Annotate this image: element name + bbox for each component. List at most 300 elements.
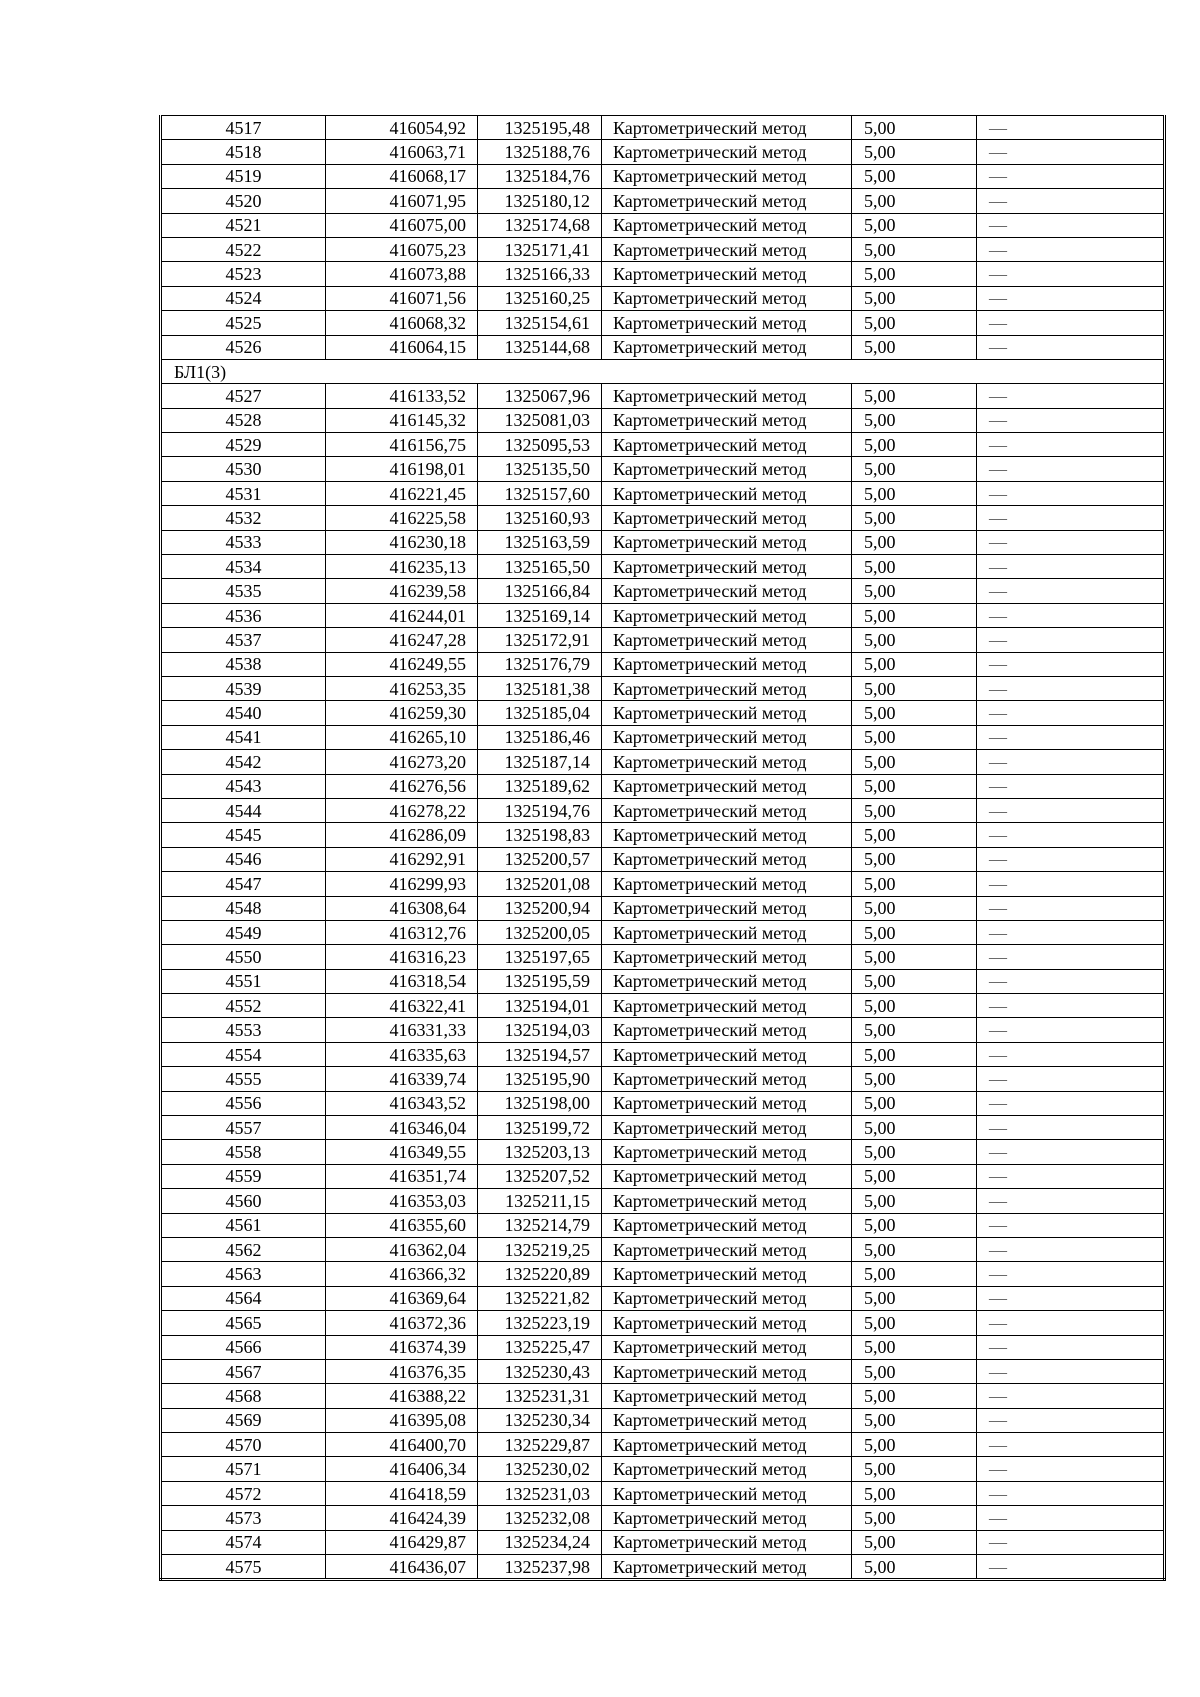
accuracy-cell: 5,00 bbox=[852, 1213, 977, 1237]
method-cell: Картометрический метод bbox=[602, 676, 852, 700]
table-row bbox=[161, 847, 1165, 871]
method-cell: Картометрический метод bbox=[602, 384, 852, 408]
x-coordinate-cell: 416406,34 bbox=[326, 1457, 478, 1481]
y-coordinate-cell: 1325197,65 bbox=[478, 945, 602, 969]
accuracy-cell: 5,00 bbox=[852, 457, 977, 481]
method-cell: Картометрический метод bbox=[602, 994, 852, 1018]
x-coordinate-cell: 416235,13 bbox=[326, 555, 478, 579]
y-coordinate-cell: 1325200,05 bbox=[478, 920, 602, 944]
y-coordinate-cell: 1325230,43 bbox=[478, 1359, 602, 1383]
method-cell: Картометрический метод bbox=[602, 872, 852, 896]
x-coordinate-cell: 416369,64 bbox=[326, 1286, 478, 1310]
accuracy-cell: 5,00 bbox=[852, 774, 977, 798]
x-coordinate-cell: 416372,36 bbox=[326, 1311, 478, 1335]
point-number-cell: 4546 bbox=[161, 847, 326, 871]
y-coordinate-cell: 1325095,53 bbox=[478, 433, 602, 457]
table-row bbox=[161, 1213, 1165, 1237]
accuracy-cell: 5,00 bbox=[852, 408, 977, 432]
x-coordinate-cell: 416259,30 bbox=[326, 701, 478, 725]
accuracy-cell: 5,00 bbox=[852, 969, 977, 993]
point-number-cell: 4553 bbox=[161, 1018, 326, 1042]
method-cell: Картометрический метод bbox=[602, 335, 852, 359]
x-coordinate-cell: 416253,35 bbox=[326, 676, 478, 700]
table-row bbox=[161, 1555, 1165, 1580]
point-number-cell: 4524 bbox=[161, 286, 326, 310]
table-row bbox=[161, 286, 1165, 310]
description-cell: — bbox=[977, 1164, 1165, 1188]
description-cell: — bbox=[977, 140, 1165, 164]
accuracy-cell: 5,00 bbox=[852, 676, 977, 700]
x-coordinate-cell: 416318,54 bbox=[326, 969, 478, 993]
accuracy-cell: 5,00 bbox=[852, 1384, 977, 1408]
y-coordinate-cell: 1325200,57 bbox=[478, 847, 602, 871]
table-row bbox=[161, 579, 1165, 603]
y-coordinate-cell: 1325180,12 bbox=[478, 189, 602, 213]
description-cell: — bbox=[977, 1335, 1165, 1359]
x-coordinate-cell: 416063,71 bbox=[326, 140, 478, 164]
table-row bbox=[161, 1384, 1165, 1408]
x-coordinate-cell: 416286,09 bbox=[326, 823, 478, 847]
accuracy-cell: 5,00 bbox=[852, 994, 977, 1018]
description-cell: — bbox=[977, 1213, 1165, 1237]
accuracy-cell: 5,00 bbox=[852, 701, 977, 725]
x-coordinate-cell: 416265,10 bbox=[326, 725, 478, 749]
method-cell: Картометрический метод bbox=[602, 1335, 852, 1359]
description-cell: — bbox=[977, 823, 1165, 847]
y-coordinate-cell: 1325219,25 bbox=[478, 1237, 602, 1261]
y-coordinate-cell: 1325185,04 bbox=[478, 701, 602, 725]
point-number-cell: 4535 bbox=[161, 579, 326, 603]
description-cell: — bbox=[977, 872, 1165, 896]
y-coordinate-cell: 1325198,83 bbox=[478, 823, 602, 847]
x-coordinate-cell: 416198,01 bbox=[326, 457, 478, 481]
y-coordinate-cell: 1325225,47 bbox=[478, 1335, 602, 1359]
x-coordinate-cell: 416395,08 bbox=[326, 1408, 478, 1432]
y-coordinate-cell: 1325194,57 bbox=[478, 1042, 602, 1066]
point-number-cell: 4523 bbox=[161, 262, 326, 286]
method-cell: Картометрический метод bbox=[602, 1359, 852, 1383]
table-row bbox=[161, 189, 1165, 213]
accuracy-cell: 5,00 bbox=[852, 603, 977, 627]
x-coordinate-cell: 416071,56 bbox=[326, 286, 478, 310]
x-coordinate-cell: 416322,41 bbox=[326, 994, 478, 1018]
x-coordinate-cell: 416054,92 bbox=[326, 116, 478, 140]
table-row bbox=[161, 1262, 1165, 1286]
table-row bbox=[161, 1506, 1165, 1530]
x-coordinate-cell: 416366,32 bbox=[326, 1262, 478, 1286]
section-label: БЛ1(3) bbox=[161, 359, 1165, 383]
y-coordinate-cell: 1325201,08 bbox=[478, 872, 602, 896]
description-cell: — bbox=[977, 1262, 1165, 1286]
x-coordinate-cell: 416349,55 bbox=[326, 1140, 478, 1164]
accuracy-cell: 5,00 bbox=[852, 1237, 977, 1261]
description-cell: — bbox=[977, 652, 1165, 676]
accuracy-cell: 5,00 bbox=[852, 1018, 977, 1042]
method-cell: Картометрический метод bbox=[602, 628, 852, 652]
y-coordinate-cell: 1325181,38 bbox=[478, 676, 602, 700]
description-cell: — bbox=[977, 750, 1165, 774]
x-coordinate-cell: 416346,04 bbox=[326, 1116, 478, 1140]
description-cell: — bbox=[977, 1042, 1165, 1066]
table-row bbox=[161, 652, 1165, 676]
description-cell: — bbox=[977, 116, 1165, 140]
method-cell: Картометрический метод bbox=[602, 555, 852, 579]
accuracy-cell: 5,00 bbox=[852, 384, 977, 408]
description-cell: — bbox=[977, 1140, 1165, 1164]
table-row bbox=[161, 555, 1165, 579]
y-coordinate-cell: 1325188,76 bbox=[478, 140, 602, 164]
method-cell: Картометрический метод bbox=[602, 189, 852, 213]
table-row bbox=[161, 628, 1165, 652]
accuracy-cell: 5,00 bbox=[852, 335, 977, 359]
method-cell: Картометрический метод bbox=[602, 579, 852, 603]
point-number-cell: 4570 bbox=[161, 1433, 326, 1457]
x-coordinate-cell: 416418,59 bbox=[326, 1481, 478, 1505]
y-coordinate-cell: 1325214,79 bbox=[478, 1213, 602, 1237]
method-cell: Картометрический метод bbox=[602, 1457, 852, 1481]
accuracy-cell: 5,00 bbox=[852, 872, 977, 896]
coordinates-table-body bbox=[161, 116, 1165, 1580]
method-cell: Картометрический метод bbox=[602, 311, 852, 335]
method-cell: Картометрический метод bbox=[602, 896, 852, 920]
method-cell: Картометрический метод bbox=[602, 847, 852, 871]
accuracy-cell: 5,00 bbox=[852, 1311, 977, 1335]
y-coordinate-cell: 1325234,24 bbox=[478, 1530, 602, 1554]
method-cell: Картометрический метод bbox=[602, 1237, 852, 1261]
point-number-cell: 4548 bbox=[161, 896, 326, 920]
point-number-cell: 4527 bbox=[161, 384, 326, 408]
y-coordinate-cell: 1325230,02 bbox=[478, 1457, 602, 1481]
point-number-cell: 4561 bbox=[161, 1213, 326, 1237]
table-row bbox=[161, 1237, 1165, 1261]
accuracy-cell: 5,00 bbox=[852, 896, 977, 920]
y-coordinate-cell: 1325220,89 bbox=[478, 1262, 602, 1286]
table-row bbox=[161, 994, 1165, 1018]
table-row bbox=[161, 1530, 1165, 1554]
description-cell: — bbox=[977, 701, 1165, 725]
table-row bbox=[161, 530, 1165, 554]
method-cell: Картометрический метод bbox=[602, 1067, 852, 1091]
accuracy-cell: 5,00 bbox=[852, 481, 977, 505]
accuracy-cell: 5,00 bbox=[852, 1335, 977, 1359]
method-cell: Картометрический метод bbox=[602, 481, 852, 505]
point-number-cell: 4563 bbox=[161, 1262, 326, 1286]
section-header-row bbox=[161, 359, 1165, 383]
description-cell: — bbox=[977, 579, 1165, 603]
description-cell: — bbox=[977, 237, 1165, 261]
method-cell: Картометрический метод bbox=[602, 116, 852, 140]
description-cell: — bbox=[977, 725, 1165, 749]
accuracy-cell: 5,00 bbox=[852, 189, 977, 213]
method-cell: Картометрический метод bbox=[602, 286, 852, 310]
x-coordinate-cell: 416244,01 bbox=[326, 603, 478, 627]
point-number-cell: 4519 bbox=[161, 164, 326, 188]
table-row bbox=[161, 457, 1165, 481]
y-coordinate-cell: 1325184,76 bbox=[478, 164, 602, 188]
accuracy-cell: 5,00 bbox=[852, 1262, 977, 1286]
table-row bbox=[161, 1457, 1165, 1481]
method-cell: Картометрический метод bbox=[602, 433, 852, 457]
y-coordinate-cell: 1325187,14 bbox=[478, 750, 602, 774]
y-coordinate-cell: 1325174,68 bbox=[478, 213, 602, 237]
method-cell: Картометрический метод bbox=[602, 1433, 852, 1457]
x-coordinate-cell: 416278,22 bbox=[326, 798, 478, 822]
point-number-cell: 4572 bbox=[161, 1481, 326, 1505]
method-cell: Картометрический метод bbox=[602, 1042, 852, 1066]
point-number-cell: 4557 bbox=[161, 1116, 326, 1140]
point-number-cell: 4529 bbox=[161, 433, 326, 457]
x-coordinate-cell: 416388,22 bbox=[326, 1384, 478, 1408]
y-coordinate-cell: 1325200,94 bbox=[478, 896, 602, 920]
accuracy-cell: 5,00 bbox=[852, 1555, 977, 1580]
accuracy-cell: 5,00 bbox=[852, 1506, 977, 1530]
x-coordinate-cell: 416276,56 bbox=[326, 774, 478, 798]
table-row bbox=[161, 1189, 1165, 1213]
description-cell: — bbox=[977, 1116, 1165, 1140]
y-coordinate-cell: 1325171,41 bbox=[478, 237, 602, 261]
point-number-cell: 4522 bbox=[161, 237, 326, 261]
point-number-cell: 4542 bbox=[161, 750, 326, 774]
x-coordinate-cell: 416068,32 bbox=[326, 311, 478, 335]
accuracy-cell: 5,00 bbox=[852, 1091, 977, 1115]
description-cell: — bbox=[977, 1286, 1165, 1310]
description-cell: — bbox=[977, 628, 1165, 652]
x-coordinate-cell: 416064,15 bbox=[326, 335, 478, 359]
accuracy-cell: 5,00 bbox=[852, 164, 977, 188]
method-cell: Картометрический метод bbox=[602, 1481, 852, 1505]
x-coordinate-cell: 416424,39 bbox=[326, 1506, 478, 1530]
point-number-cell: 4526 bbox=[161, 335, 326, 359]
point-number-cell: 4521 bbox=[161, 213, 326, 237]
table-row bbox=[161, 774, 1165, 798]
accuracy-cell: 5,00 bbox=[852, 920, 977, 944]
method-cell: Картометрический метод bbox=[602, 1384, 852, 1408]
description-cell: — bbox=[977, 530, 1165, 554]
y-coordinate-cell: 1325154,61 bbox=[478, 311, 602, 335]
accuracy-cell: 5,00 bbox=[852, 1116, 977, 1140]
table-row bbox=[161, 116, 1165, 140]
table-row bbox=[161, 1408, 1165, 1432]
point-number-cell: 4530 bbox=[161, 457, 326, 481]
accuracy-cell: 5,00 bbox=[852, 847, 977, 871]
x-coordinate-cell: 416292,91 bbox=[326, 847, 478, 871]
accuracy-cell: 5,00 bbox=[852, 628, 977, 652]
description-cell: — bbox=[977, 847, 1165, 871]
table-row bbox=[161, 433, 1165, 457]
x-coordinate-cell: 416068,17 bbox=[326, 164, 478, 188]
table-row bbox=[161, 384, 1165, 408]
table-row bbox=[161, 1140, 1165, 1164]
description-cell: — bbox=[977, 384, 1165, 408]
description-cell: — bbox=[977, 1433, 1165, 1457]
point-number-cell: 4544 bbox=[161, 798, 326, 822]
table-row bbox=[161, 335, 1165, 359]
method-cell: Картометрический метод bbox=[602, 750, 852, 774]
description-cell: — bbox=[977, 920, 1165, 944]
accuracy-cell: 5,00 bbox=[852, 750, 977, 774]
y-coordinate-cell: 1325166,33 bbox=[478, 262, 602, 286]
method-cell: Картометрический метод bbox=[602, 1530, 852, 1554]
description-cell: — bbox=[977, 1237, 1165, 1261]
accuracy-cell: 5,00 bbox=[852, 1286, 977, 1310]
accuracy-cell: 5,00 bbox=[852, 140, 977, 164]
table-row bbox=[161, 1286, 1165, 1310]
point-number-cell: 4541 bbox=[161, 725, 326, 749]
x-coordinate-cell: 416239,58 bbox=[326, 579, 478, 603]
x-coordinate-cell: 416362,04 bbox=[326, 1237, 478, 1261]
point-number-cell: 4551 bbox=[161, 969, 326, 993]
method-cell: Картометрический метод bbox=[602, 1262, 852, 1286]
y-coordinate-cell: 1325163,59 bbox=[478, 530, 602, 554]
point-number-cell: 4554 bbox=[161, 1042, 326, 1066]
description-cell: — bbox=[977, 164, 1165, 188]
description-cell: — bbox=[977, 1359, 1165, 1383]
method-cell: Картометрический метод bbox=[602, 1116, 852, 1140]
table-row bbox=[161, 969, 1165, 993]
method-cell: Картометрический метод bbox=[602, 506, 852, 530]
accuracy-cell: 5,00 bbox=[852, 262, 977, 286]
y-coordinate-cell: 1325166,84 bbox=[478, 579, 602, 603]
description-cell: — bbox=[977, 1506, 1165, 1530]
point-number-cell: 4575 bbox=[161, 1555, 326, 1580]
point-number-cell: 4564 bbox=[161, 1286, 326, 1310]
y-coordinate-cell: 1325221,82 bbox=[478, 1286, 602, 1310]
accuracy-cell: 5,00 bbox=[852, 116, 977, 140]
point-number-cell: 4568 bbox=[161, 1384, 326, 1408]
table-row bbox=[161, 1311, 1165, 1335]
point-number-cell: 4534 bbox=[161, 555, 326, 579]
method-cell: Картометрический метод bbox=[602, 945, 852, 969]
point-number-cell: 4562 bbox=[161, 1237, 326, 1261]
y-coordinate-cell: 1325231,31 bbox=[478, 1384, 602, 1408]
table-row bbox=[161, 896, 1165, 920]
y-coordinate-cell: 1325067,96 bbox=[478, 384, 602, 408]
point-number-cell: 4574 bbox=[161, 1530, 326, 1554]
y-coordinate-cell: 1325203,13 bbox=[478, 1140, 602, 1164]
description-cell: — bbox=[977, 457, 1165, 481]
description-cell: — bbox=[977, 555, 1165, 579]
point-number-cell: 4556 bbox=[161, 1091, 326, 1115]
table-row bbox=[161, 676, 1165, 700]
y-coordinate-cell: 1325229,87 bbox=[478, 1433, 602, 1457]
accuracy-cell: 5,00 bbox=[852, 1042, 977, 1066]
accuracy-cell: 5,00 bbox=[852, 1457, 977, 1481]
x-coordinate-cell: 416400,70 bbox=[326, 1433, 478, 1457]
method-cell: Картометрический метод bbox=[602, 701, 852, 725]
description-cell: — bbox=[977, 774, 1165, 798]
x-coordinate-cell: 416436,07 bbox=[326, 1555, 478, 1580]
accuracy-cell: 5,00 bbox=[852, 1140, 977, 1164]
description-cell: — bbox=[977, 1457, 1165, 1481]
table-row bbox=[161, 725, 1165, 749]
description-cell: — bbox=[977, 1530, 1165, 1554]
method-cell: Картометрический метод bbox=[602, 1140, 852, 1164]
description-cell: — bbox=[977, 603, 1165, 627]
description-cell: — bbox=[977, 189, 1165, 213]
y-coordinate-cell: 1325160,93 bbox=[478, 506, 602, 530]
table-row bbox=[161, 140, 1165, 164]
x-coordinate-cell: 416312,76 bbox=[326, 920, 478, 944]
x-coordinate-cell: 416353,03 bbox=[326, 1189, 478, 1213]
y-coordinate-cell: 1325198,00 bbox=[478, 1091, 602, 1115]
description-cell: — bbox=[977, 433, 1165, 457]
description-cell: — bbox=[977, 1311, 1165, 1335]
y-coordinate-cell: 1325195,90 bbox=[478, 1067, 602, 1091]
y-coordinate-cell: 1325165,50 bbox=[478, 555, 602, 579]
table-row bbox=[161, 603, 1165, 627]
point-number-cell: 4559 bbox=[161, 1164, 326, 1188]
method-cell: Картометрический метод bbox=[602, 1311, 852, 1335]
point-number-cell: 4549 bbox=[161, 920, 326, 944]
x-coordinate-cell: 416156,75 bbox=[326, 433, 478, 457]
method-cell: Картометрический метод bbox=[602, 1555, 852, 1580]
x-coordinate-cell: 416343,52 bbox=[326, 1091, 478, 1115]
accuracy-cell: 5,00 bbox=[852, 1481, 977, 1505]
table-row bbox=[161, 237, 1165, 261]
description-cell: — bbox=[977, 969, 1165, 993]
accuracy-cell: 5,00 bbox=[852, 237, 977, 261]
x-coordinate-cell: 416429,87 bbox=[326, 1530, 478, 1554]
x-coordinate-cell: 416273,20 bbox=[326, 750, 478, 774]
method-cell: Картометрический метод bbox=[602, 530, 852, 554]
table-row bbox=[161, 945, 1165, 969]
method-cell: Картометрический метод bbox=[602, 164, 852, 188]
method-cell: Картометрический метод bbox=[602, 774, 852, 798]
y-coordinate-cell: 1325160,25 bbox=[478, 286, 602, 310]
method-cell: Картометрический метод bbox=[602, 237, 852, 261]
y-coordinate-cell: 1325195,59 bbox=[478, 969, 602, 993]
method-cell: Картометрический метод bbox=[602, 1018, 852, 1042]
point-number-cell: 4520 bbox=[161, 189, 326, 213]
table-row bbox=[161, 920, 1165, 944]
table-row bbox=[161, 1116, 1165, 1140]
x-coordinate-cell: 416075,00 bbox=[326, 213, 478, 237]
y-coordinate-cell: 1325231,03 bbox=[478, 1481, 602, 1505]
y-coordinate-cell: 1325237,98 bbox=[478, 1555, 602, 1580]
description-cell: — bbox=[977, 286, 1165, 310]
accuracy-cell: 5,00 bbox=[852, 1359, 977, 1383]
x-coordinate-cell: 416145,32 bbox=[326, 408, 478, 432]
x-coordinate-cell: 416075,23 bbox=[326, 237, 478, 261]
x-coordinate-cell: 416225,58 bbox=[326, 506, 478, 530]
y-coordinate-cell: 1325135,50 bbox=[478, 457, 602, 481]
y-coordinate-cell: 1325144,68 bbox=[478, 335, 602, 359]
point-number-cell: 4531 bbox=[161, 481, 326, 505]
method-cell: Картометрический метод bbox=[602, 408, 852, 432]
accuracy-cell: 5,00 bbox=[852, 555, 977, 579]
y-coordinate-cell: 1325211,15 bbox=[478, 1189, 602, 1213]
x-coordinate-cell: 416376,35 bbox=[326, 1359, 478, 1383]
point-number-cell: 4517 bbox=[161, 116, 326, 140]
description-cell: — bbox=[977, 1555, 1165, 1580]
table-row bbox=[161, 164, 1165, 188]
point-number-cell: 4536 bbox=[161, 603, 326, 627]
method-cell: Картометрический метод bbox=[602, 457, 852, 481]
y-coordinate-cell: 1325081,03 bbox=[478, 408, 602, 432]
table-row bbox=[161, 1091, 1165, 1115]
table-row bbox=[161, 262, 1165, 286]
accuracy-cell: 5,00 bbox=[852, 1530, 977, 1554]
table-row bbox=[161, 1067, 1165, 1091]
table-row bbox=[161, 1359, 1165, 1383]
description-cell: — bbox=[977, 1189, 1165, 1213]
point-number-cell: 4540 bbox=[161, 701, 326, 725]
point-number-cell: 4539 bbox=[161, 676, 326, 700]
description-cell: — bbox=[977, 1408, 1165, 1432]
x-coordinate-cell: 416308,64 bbox=[326, 896, 478, 920]
point-number-cell: 4567 bbox=[161, 1359, 326, 1383]
accuracy-cell: 5,00 bbox=[852, 506, 977, 530]
